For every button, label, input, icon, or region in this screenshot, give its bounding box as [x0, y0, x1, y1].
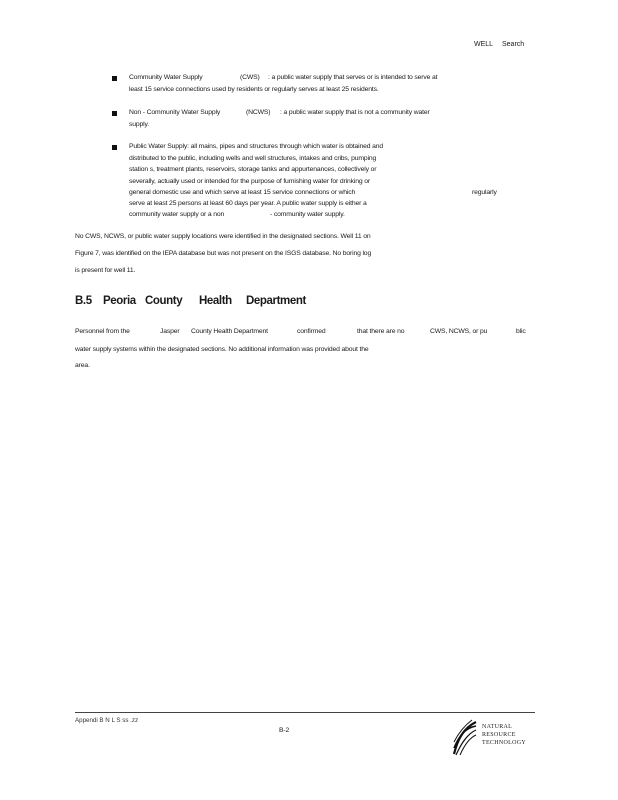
section-title-word: Department [246, 295, 306, 307]
bullet-3-line: general domestic use and which serve at least 15 service connections or which [129, 189, 356, 196]
paragraph-line: area. [75, 362, 90, 369]
bullet-2-term: Non - Community Water Supply [129, 109, 221, 116]
bullet-3-regularly: regularly [472, 189, 497, 196]
header-word-well: WELL [474, 41, 494, 48]
paragraph-line: is present for well 11. [75, 267, 136, 274]
bullet-3-line: distributed to the public, including wells and well structures, intakes and cribs, pumping [129, 155, 377, 162]
paragraph-fragment: CWS, NCWS, or pu [430, 328, 488, 335]
bullet-3-line: severally, actually used or intended for the purpose of furnishing water for drinking or [129, 178, 370, 185]
paragraph-line: water supply systems within the designated sections. No additional information was provided about the [75, 346, 369, 353]
section-title-word: Peoria [103, 295, 136, 307]
bullet-marker [112, 76, 117, 81]
footer-page-number: B-2 [279, 727, 290, 734]
footer-rule [75, 712, 535, 713]
bullet-marker [112, 145, 117, 150]
bullet-marker [112, 111, 117, 116]
footer-appendix-label: Appendi B N L S ss .zz [75, 717, 139, 724]
header-word-search: Search [502, 41, 525, 48]
bullet-1-line: least 15 service connections used by residents or regularly serves at least 25 residents. [129, 86, 379, 93]
bullet-1-definition: : a public water supply that serves or is intended to serve at [268, 74, 438, 81]
bullet-3-line: community water supply or a non [129, 211, 225, 218]
paragraph-fragment: that there are no [357, 328, 405, 335]
company-logo [452, 718, 530, 758]
logo-mark-icon [452, 718, 478, 756]
logo-text-line: NATURAL [482, 724, 513, 730]
logo-text-line: TECHNOLOGY [482, 740, 526, 746]
bullet-1-abbr: (CWS) [240, 74, 260, 81]
logo-text-line: RESOURCE [482, 732, 516, 738]
paragraph-fragment: Personnel from the [75, 328, 130, 335]
bullet-2-definition: : a public water supply that is not a community water [280, 109, 430, 116]
section-title-word: Health [199, 295, 232, 307]
paragraph-line: Figure 7, was identified on the IEPA database but was not present on the ISGS database. No boring log [75, 250, 372, 257]
section-title-word: County [145, 295, 183, 307]
bullet-3-tail: - community water supply. [270, 211, 345, 218]
bullet-2-line: supply. [129, 121, 149, 128]
paragraph-fragment: blic [516, 328, 526, 335]
bullet-3-line: Public Water Supply: all mains, pipes and structures through which water is obtained and [129, 143, 384, 150]
bullet-3-line: station s, treatment plants, reservoirs, storage tanks and appurtenances, collectively or [129, 166, 377, 173]
section-number: B.5 [75, 295, 92, 307]
bullet-3-line: serve at least 25 persons at least 60 days per year. A public water supply is either a [129, 200, 367, 207]
paragraph-line: No CWS, NCWS, or public water supply locations were identified in the designated sections. Well 11 on [75, 233, 371, 240]
paragraph-fragment: Jasper [160, 328, 180, 335]
paragraph-fragment: confirmed [297, 328, 326, 335]
paragraph-fragment: County Health Department [191, 328, 268, 335]
bullet-2-abbr: (NCWS) [246, 109, 271, 116]
bullet-1-term: Community Water Supply [129, 74, 203, 81]
